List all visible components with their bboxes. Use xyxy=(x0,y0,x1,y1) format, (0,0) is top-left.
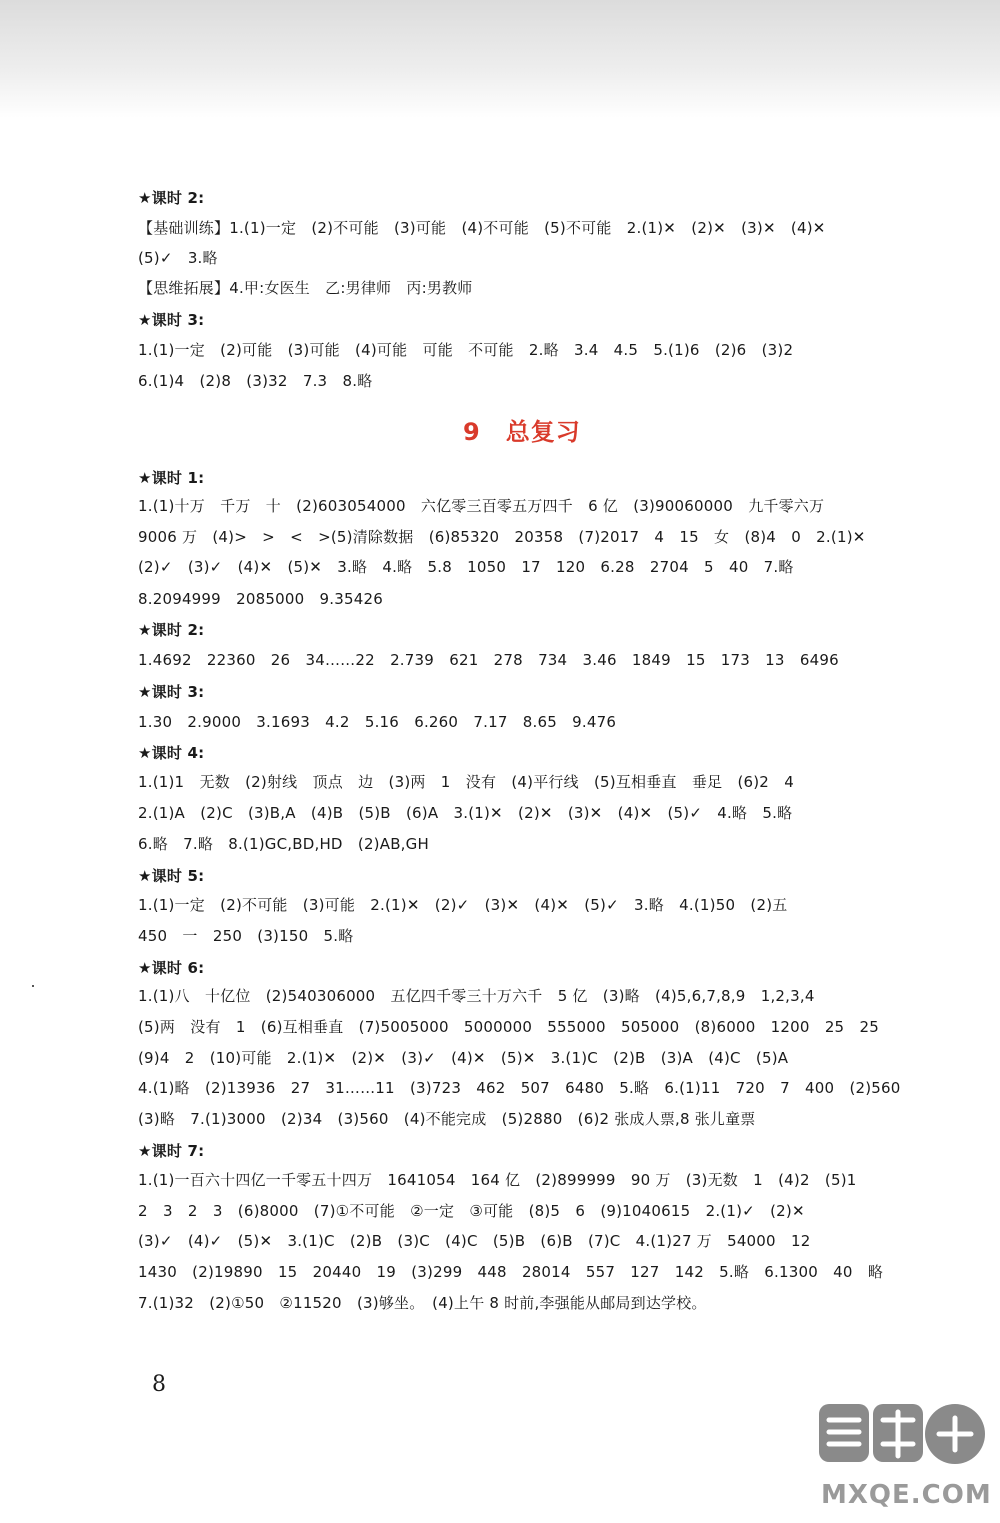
lesson-heading: ★课时 5: xyxy=(138,867,205,885)
answer-line: 1430 (2)19890 15 20440 19 (3)299 448 28014 557 127 142 5.略 6.1300 40 略 xyxy=(138,1263,884,1281)
answer-line: 2 3 2 3 (6)8000 (7)①不可能 ②一定 ③可能 (8)5 6 (9)1040615 2.(1)✓ (2)✕ xyxy=(138,1202,805,1220)
answer-line: 1.4692 22360 26 34……22 2.739 621 278 734 3.46 1849 15 173 13 6496 xyxy=(138,651,839,669)
answer-line: (3)略 7.(1)3000 (2)34 (3)560 (4)不能完成 (5)2880 (6)2 张成人票,8 张儿童票 xyxy=(138,1110,756,1128)
answer-line: 7.(1)32 (2)①50 ②11520 (3)够坐。 (4)上午 8 时前,李强能从邮局到达学校。 xyxy=(138,1294,707,1312)
lesson-heading: ★课时 2: xyxy=(138,189,205,207)
watermark-logo-icon xyxy=(815,1398,990,1478)
answer-line: (5)两 没有 1 (6)互相垂直 (7)5005000 5000000 555000 505000 (8)6000 1200 25 25 xyxy=(138,1018,879,1036)
answer-line: 4.(1)略 (2)13936 27 31……11 (3)723 462 507 6480 5.略 6.(1)11 720 7 400 (2)560 xyxy=(138,1079,901,1097)
answer-line: (2)✓ (3)✓ (4)✕ (5)✕ 3.略 4.略 5.8 1050 17 120 6.28 2704 5 40 7.略 xyxy=(138,558,794,576)
section-title: 9 总复习 xyxy=(463,418,581,446)
answer-line: 6.(1)4 (2)8 (3)32 7.3 8.略 xyxy=(138,372,373,390)
watermark-site: MXQE.COM xyxy=(821,1480,992,1510)
lesson-heading: ★课时 3: xyxy=(138,311,205,329)
page-number: 8 xyxy=(152,1372,166,1397)
answer-line: 9006 万 (4)> > < >(5)清除数据 (6)85320 20358 (7)2017 4 15 女 (8)4 0 2.(1)✕ xyxy=(138,528,866,546)
lesson-heading: ★课时 1: xyxy=(138,469,205,487)
answer-line: 1.(1)一百六十四亿一千零五十四万 1641054 164 亿 (2)899999 90 万 (3)无数 1 (4)2 (5)1 xyxy=(138,1171,857,1189)
answer-line: 8.2094999 2085000 9.35426 xyxy=(138,590,383,608)
answer-line: 【基础训练】1.(1)一定 (2)不可能 (3)可能 (4)不可能 (5)不可能 2.(1)✕ (2)✕ (3)✕ (4)✕ xyxy=(138,219,826,237)
scan-speck xyxy=(32,985,34,987)
answer-line: 【思维拓展】4.甲:女医生 乙:男律师 丙:男教师 xyxy=(138,279,473,297)
answer-line: (3)✓ (4)✓ (5)✕ 3.(1)C (2)B (3)C (4)C (5)B (6)B (7)C 4.(1)27 万 54000 12 xyxy=(138,1232,811,1250)
answer-line: (5)✓ 3.略 xyxy=(138,249,218,267)
lesson-heading: ★课时 2: xyxy=(138,621,205,639)
lesson-heading: ★课时 7: xyxy=(138,1142,205,1160)
answer-line: 450 一 250 (3)150 5.略 xyxy=(138,927,354,945)
answer-line: 6.略 7.略 8.(1)GC,BD,HD (2)AB,GH xyxy=(138,835,429,853)
lesson-heading: ★课时 6: xyxy=(138,959,205,977)
scan-top-shadow xyxy=(0,0,1000,118)
watermark-logo xyxy=(815,1398,990,1513)
answer-line: 1.(1)一定 (2)不可能 (3)可能 2.(1)✕ (2)✓ (3)✕ (4)✕ (5)✓ 3.略 4.(1)50 (2)五 xyxy=(138,896,788,914)
answer-line: 1.(1)1 无数 (2)射线 顶点 边 (3)两 1 没有 (4)平行线 (5)互相垂直 垂足 (6)2 4 xyxy=(138,773,794,791)
lesson-heading: ★课时 3: xyxy=(138,683,205,701)
answer-line: 2.(1)A (2)C (3)B,A (4)B (5)B (6)A 3.(1)✕ (2)✕ (3)✕ (4)✕ (5)✓ 4.略 5.略 xyxy=(138,804,793,822)
answer-line: 1.(1)八 十亿位 (2)540306000 五亿四千零三十万六千 5 亿 (3)略 (4)5,6,7,8,9 1,2,3,4 xyxy=(138,987,815,1005)
lesson-heading: ★课时 4: xyxy=(138,744,205,762)
answer-line: 1.30 2.9000 3.1693 4.2 5.16 6.260 7.17 8.65 9.476 xyxy=(138,713,617,731)
answer-line: 1.(1)一定 (2)可能 (3)可能 (4)可能 可能 不可能 2.略 3.4 4.5 5.(1)6 (2)6 (3)2 xyxy=(138,341,794,359)
answer-line: (9)4 2 (10)可能 2.(1)✕ (2)✕ (3)✓ (4)✕ (5)✕ 3.(1)C (2)B (3)A (4)C (5)A xyxy=(138,1049,789,1067)
answer-line: 1.(1)十万 千万 十 (2)603054000 六亿零三百零五万四千 6 亿 (3)90060000 九千零六万 xyxy=(138,497,825,515)
